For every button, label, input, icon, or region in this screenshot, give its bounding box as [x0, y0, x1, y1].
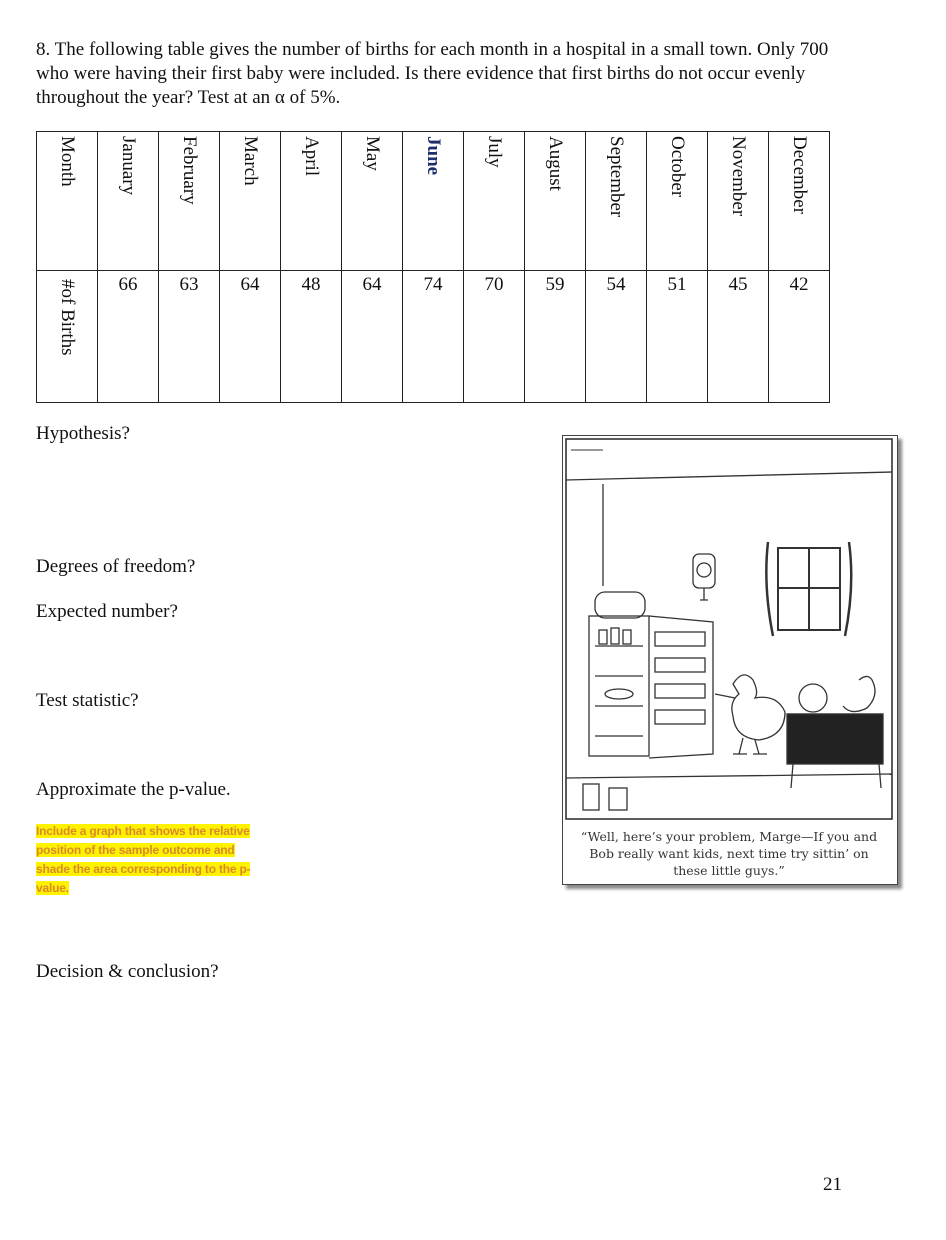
births-cell [98, 271, 159, 403]
question-text: 8. The following table gives the number of births for each month in a hospital in a small town. Only 700 who were having their first baby were included. Is there evidence that first births do not occur evenly throughout the year? Test at an α of 5%. [36, 39, 829, 108]
expected-number-prompt: Expected number? [36, 601, 178, 622]
births-value: 64 [240, 274, 260, 295]
births-cell [281, 271, 342, 403]
month-cell [586, 132, 647, 271]
births-value: 63 [179, 274, 199, 295]
month-header: Month [57, 136, 78, 187]
births-cell [464, 271, 525, 403]
births-cell [403, 271, 464, 403]
month-cell [464, 132, 525, 271]
month-label: October [667, 136, 688, 198]
month-cell [342, 132, 403, 271]
births-value: 54 [606, 274, 626, 295]
births-value: 59 [545, 274, 565, 295]
births-cell [647, 271, 708, 403]
births-cell [708, 271, 769, 403]
births-value: 45 [728, 274, 748, 295]
page-number: 21 [823, 1174, 842, 1195]
graph-note: Include a graph that shows the relative position of the sample outcome and shade the area corresponding to the p-value. [36, 824, 251, 895]
cartoon-panel [562, 435, 898, 885]
month-cell [525, 132, 586, 271]
births-header-cell [37, 271, 98, 403]
month-label: March [240, 136, 261, 186]
births-value: 66 [118, 274, 138, 295]
month-cell [403, 132, 464, 271]
births-cell [586, 271, 647, 403]
births-cell [769, 271, 830, 403]
month-cell [769, 132, 830, 271]
births-value: 74 [423, 274, 443, 295]
month-label: December [789, 136, 810, 215]
month-label: May [362, 136, 383, 171]
month-label: November [728, 136, 749, 217]
births-value: 42 [789, 274, 809, 295]
month-label: February [179, 136, 200, 205]
month-cell [281, 132, 342, 271]
month-label: July [484, 136, 505, 168]
births-value: 48 [301, 274, 321, 295]
month-row [37, 132, 830, 271]
births-row [37, 271, 830, 403]
month-label: June [423, 136, 444, 176]
births-value: 51 [667, 274, 687, 295]
births-value: 64 [362, 274, 382, 295]
births-header: #of Births [57, 279, 78, 356]
cartoon-illustration [563, 436, 897, 884]
month-label: August [545, 136, 566, 191]
month-label: September [606, 136, 627, 218]
births-cell [342, 271, 403, 403]
month-header-cell [37, 132, 98, 271]
month-cell [220, 132, 281, 271]
month-cell [98, 132, 159, 271]
month-cell [159, 132, 220, 271]
births-cell [159, 271, 220, 403]
hypothesis-prompt: Hypothesis? [36, 423, 130, 444]
births-value: 70 [484, 274, 504, 295]
p-value-prompt: Approximate the p-value. [36, 779, 231, 800]
month-label: April [301, 136, 322, 177]
births-table [36, 131, 830, 403]
degrees-of-freedom-prompt: Degrees of freedom? [36, 556, 196, 577]
month-label: January [118, 136, 139, 196]
month-cell [708, 132, 769, 271]
month-cell [647, 132, 708, 271]
decision-prompt: Decision & conclusion? [36, 961, 219, 982]
births-cell [525, 271, 586, 403]
cartoon-caption: “Well, here’s your problem, Marge—If you and Bob really want kids, next time try sittin’ on these little guys.” [580, 829, 878, 878]
graph-note-highlight [36, 822, 261, 898]
births-cell [220, 271, 281, 403]
test-statistic-prompt: Test statistic? [36, 690, 139, 711]
